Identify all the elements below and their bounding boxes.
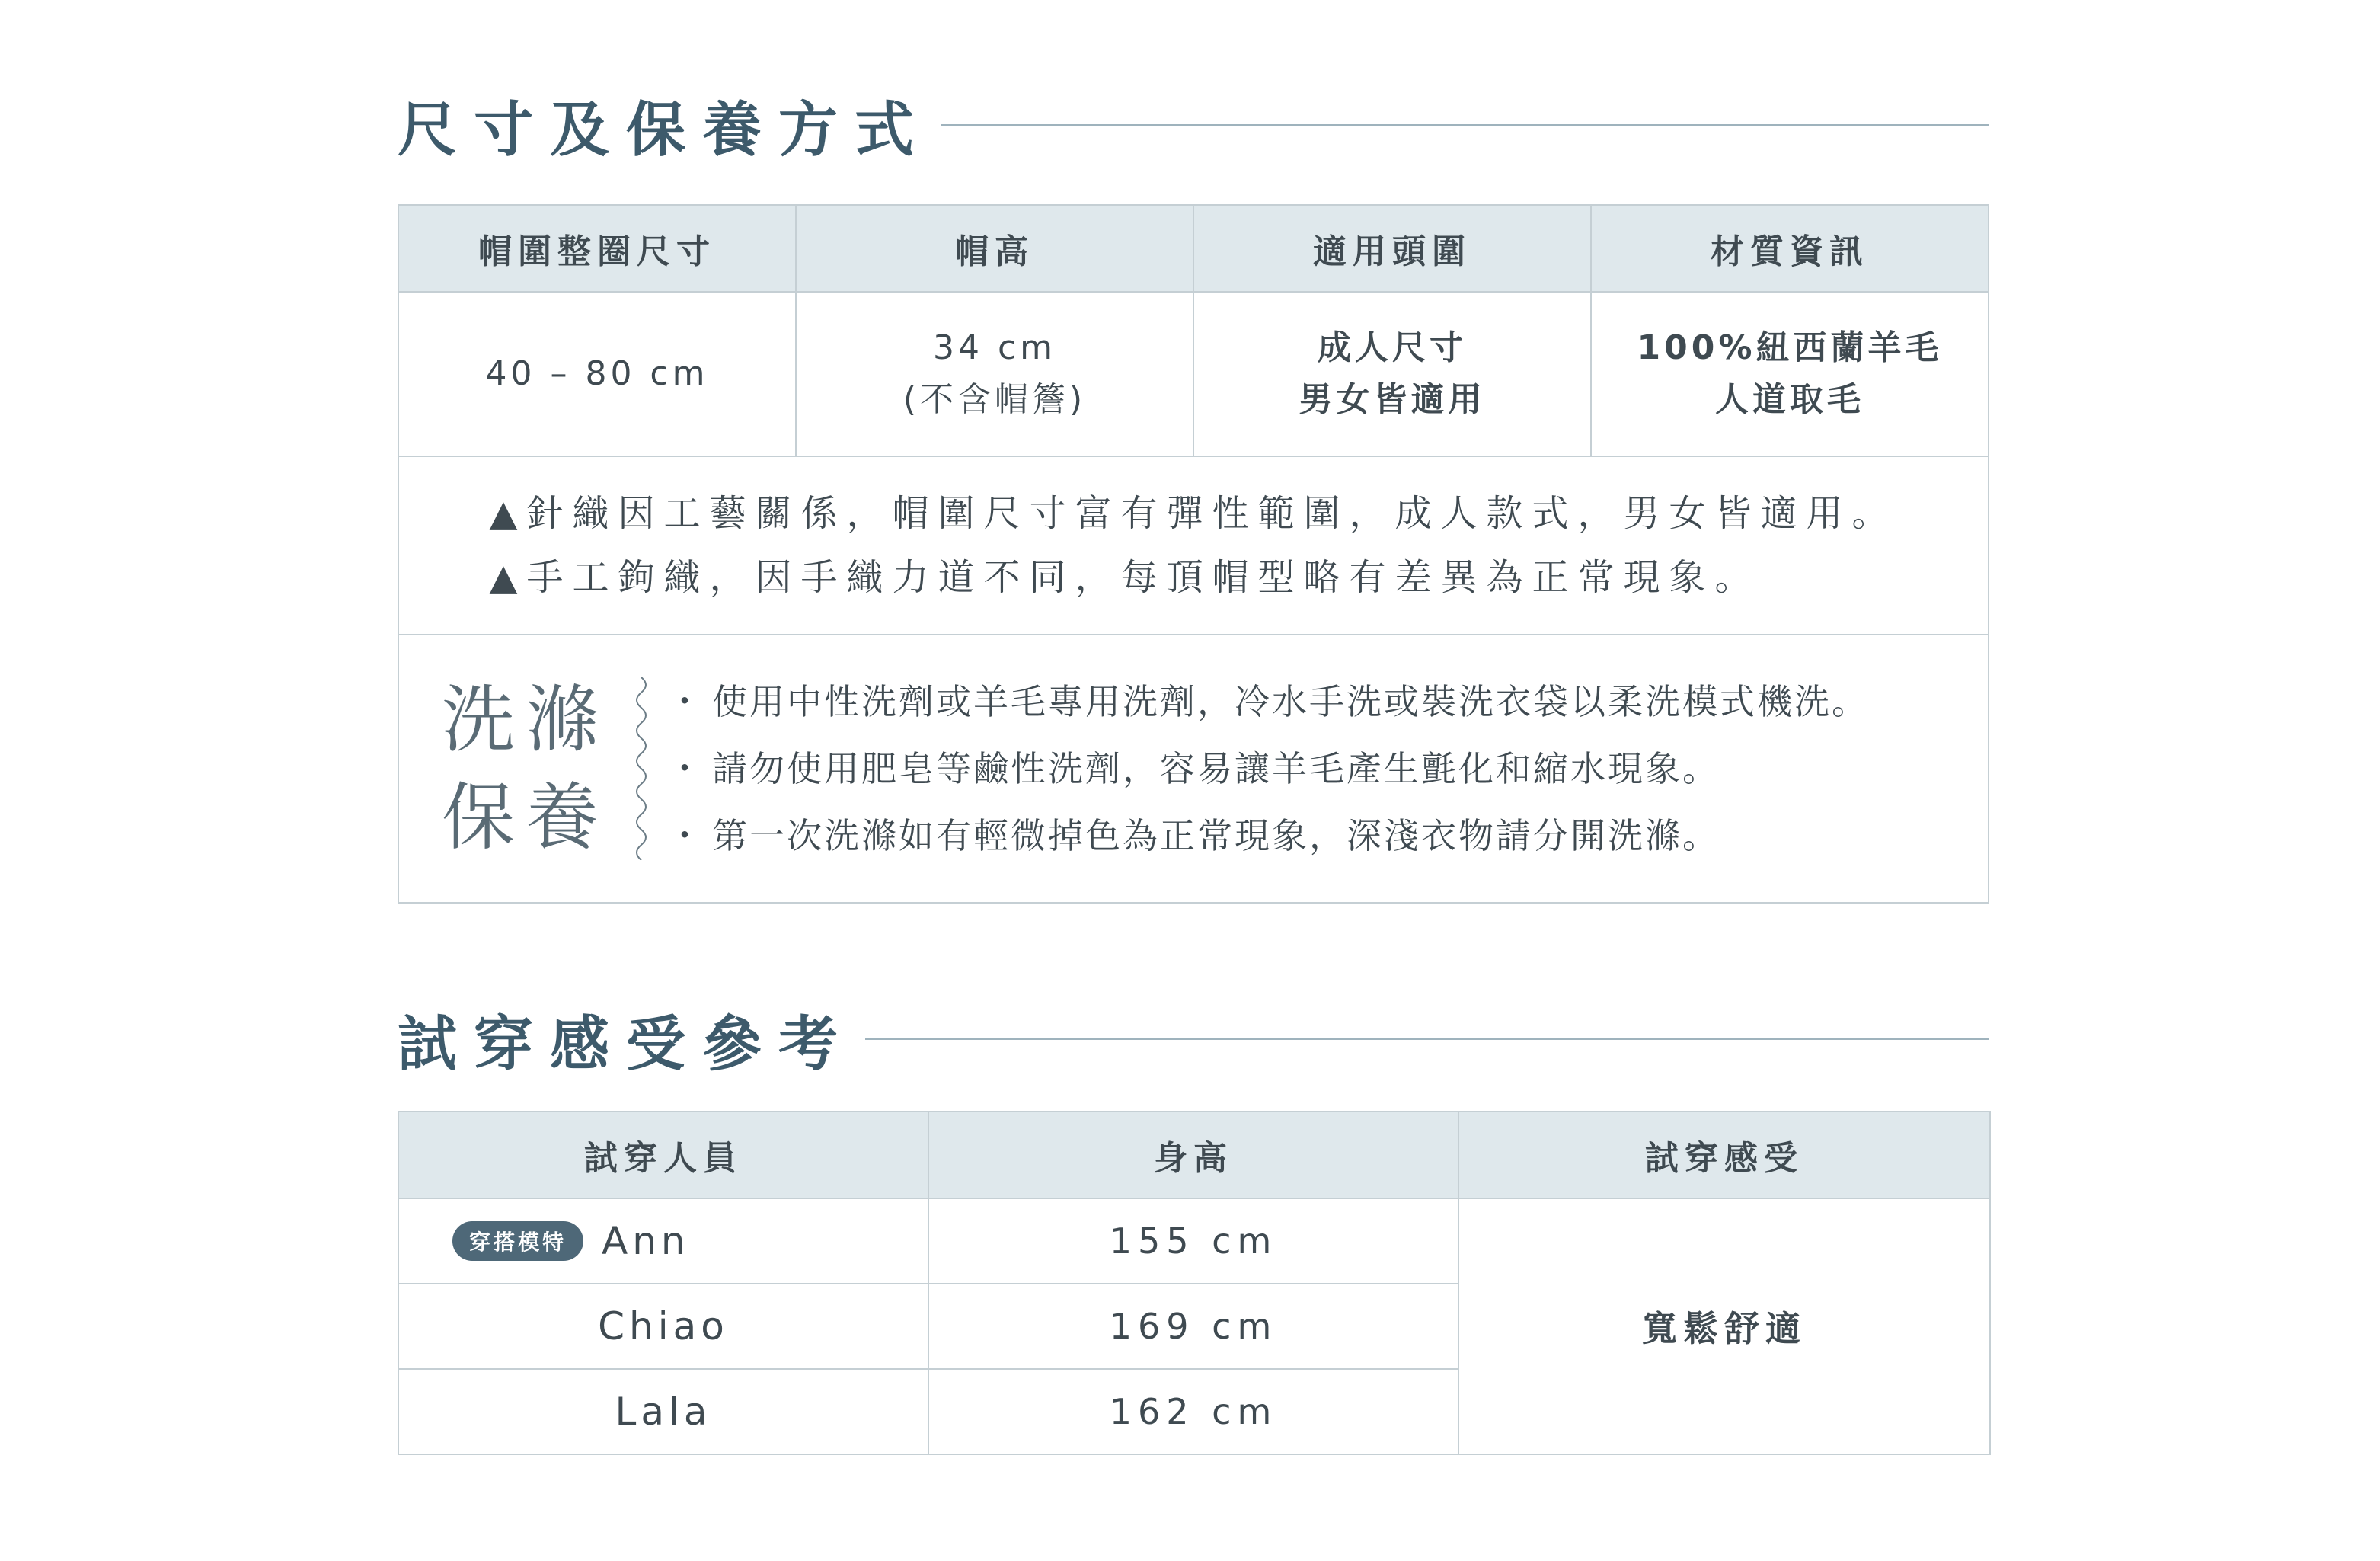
size-section-title bbox=[398, 82, 1989, 168]
care-item: ・ 使用中性洗劑或羊毛專用洗劑，冷水手洗或裝洗衣袋以柔洗模式機洗。 bbox=[667, 668, 1869, 735]
care-title bbox=[442, 671, 621, 866]
head-size-note: 男女皆適用 bbox=[1299, 380, 1486, 419]
fit-reference-table bbox=[398, 1111, 1991, 1455]
note-line: ▲手工鉤織，因手織力道不同，每頂帽型略有差異為正常現象。 bbox=[489, 556, 1761, 599]
fit-section-title bbox=[398, 996, 1989, 1082]
care-title-line: 洗滌 bbox=[442, 677, 609, 763]
header-head-size: 適用頭圍 bbox=[1193, 205, 1591, 292]
tester-name: Lala bbox=[615, 1390, 712, 1434]
head-size-value: 成人尺寸 bbox=[1318, 328, 1467, 367]
height-cell bbox=[928, 1198, 1458, 1284]
header-tester: 試穿人員 bbox=[398, 1112, 928, 1198]
notes-row bbox=[398, 456, 1989, 635]
cell-height bbox=[796, 292, 1193, 456]
tester-name: Chiao bbox=[598, 1304, 729, 1348]
feel-cell bbox=[1458, 1198, 1990, 1454]
fit-feel: 寬鬆舒適 bbox=[1642, 1308, 1807, 1349]
care-title-line: 保養 bbox=[442, 775, 609, 860]
size-table-data-row bbox=[398, 292, 1989, 456]
note-line: ▲針織因工藝關係，帽圍尺寸富有彈性範圍，成人款式，男女皆適用。 bbox=[489, 492, 1898, 535]
height-note: (不含帽簷) bbox=[902, 380, 1087, 419]
height-cell bbox=[928, 1369, 1458, 1454]
tester-cell bbox=[398, 1284, 928, 1369]
notes-cell bbox=[398, 456, 1989, 635]
tester-height: 169 cm bbox=[1109, 1306, 1278, 1347]
care-list bbox=[667, 668, 1869, 869]
height-cell bbox=[928, 1284, 1458, 1369]
size-care-table bbox=[398, 204, 1989, 904]
care-cell bbox=[398, 635, 1989, 903]
height-value: 34 cm bbox=[932, 328, 1057, 367]
header-feel: 試穿感受 bbox=[1458, 1112, 1990, 1198]
wavy-divider-icon bbox=[629, 677, 653, 860]
header-hat-height: 帽高 bbox=[796, 205, 1193, 292]
care-item: ・ 請勿使用肥皂等鹼性洗劑，容易讓羊毛產生氈化和縮水現象。 bbox=[667, 735, 1869, 802]
circumference-value: 40 – 80 cm bbox=[485, 354, 709, 393]
tester-height: 162 cm bbox=[1109, 1391, 1278, 1432]
fit-section-heading: 試穿感受參考 bbox=[398, 1010, 855, 1079]
fit-table-header-row bbox=[398, 1112, 1990, 1198]
tester-cell bbox=[398, 1369, 928, 1454]
cell-head-size bbox=[1193, 292, 1591, 456]
cell-circumference bbox=[398, 292, 796, 456]
title-divider bbox=[941, 124, 1989, 126]
size-section-heading: 尺寸及保養方式 bbox=[398, 96, 931, 165]
title-divider bbox=[865, 1038, 1989, 1040]
care-item: ・ 第一次洗滌如有輕微掉色為正常現象，深淺衣物請分開洗滌。 bbox=[667, 802, 1869, 869]
tester-name: Ann bbox=[602, 1219, 690, 1263]
size-table-header-row bbox=[398, 205, 1989, 292]
header-brim-circumference: 帽圍整圈尺寸 bbox=[398, 205, 796, 292]
material-note: 人道取毛 bbox=[1715, 380, 1864, 419]
care-row bbox=[398, 635, 1989, 903]
material-value: 100%紐西蘭羊毛 bbox=[1637, 328, 1943, 367]
header-height: 身高 bbox=[928, 1112, 1458, 1198]
cell-material bbox=[1591, 292, 1989, 456]
tester-height: 155 cm bbox=[1109, 1220, 1278, 1262]
tester-cell bbox=[398, 1198, 928, 1284]
header-material: 材質資訊 bbox=[1591, 205, 1989, 292]
table-row bbox=[398, 1198, 1990, 1284]
model-badge: 穿搭模特 bbox=[452, 1221, 583, 1261]
